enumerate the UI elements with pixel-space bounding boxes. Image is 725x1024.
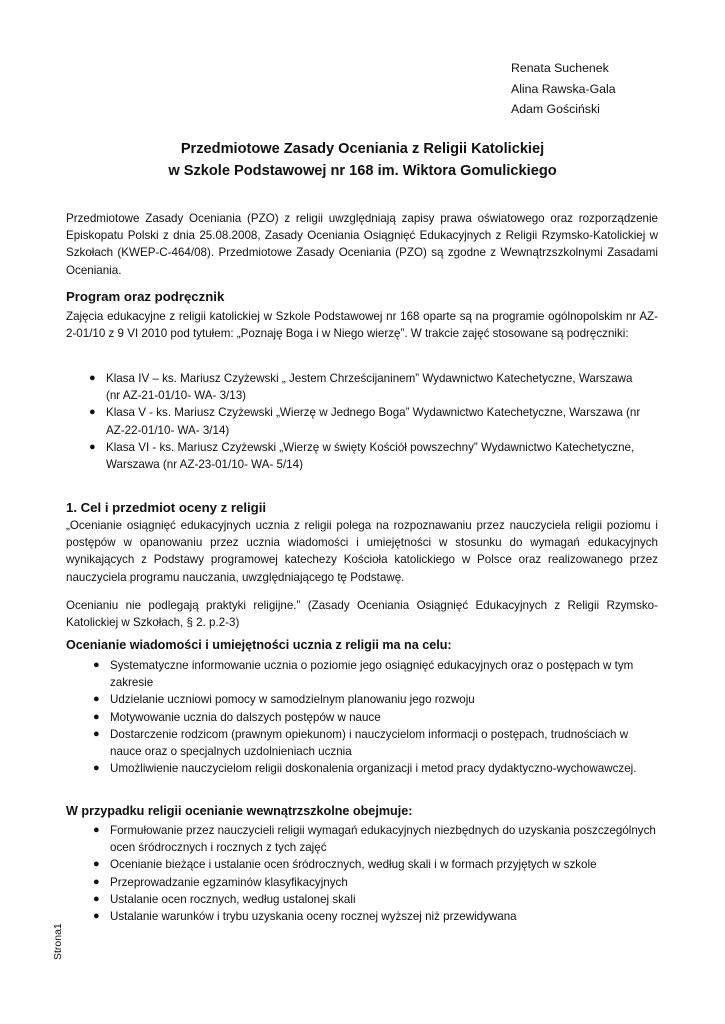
list-item: ● Formułowanie przez nauczycieli religii wymagań edukacyjnych niezbędnych do uzyskania poszczególnych ocen śródrocznych i rocznych z tych zajęć <box>93 824 656 855</box>
bullet-icon: ● <box>93 693 100 706</box>
list-item: ● Dostarczenie rodzicom (prawnym opiekunom) i nauczycielom informacji o postępach, trudnościach w nauce oraz o specjalnych uzdolnieniach ucznia <box>93 727 629 759</box>
bullet-icon: ● <box>93 727 100 740</box>
list-item: ● Klasa VI - ks. Mariusz Czyżewski „Wierzę w święty Kościół powszechny” Wydawnictwo Katechetyczne, Warszawa (nr AZ-23-01/10- WA- 5/14) <box>89 440 635 472</box>
bullet-icon: ● <box>93 892 100 905</box>
internal-heading: W przypadku religii ocenianie wewnątrzszkolne obejmuje: <box>66 804 413 818</box>
list-item: ● Ustalanie ocen rocznych, według ustalonej skali <box>90 891 660 908</box>
author-name: Renata Suchenek <box>511 61 609 75</box>
page-number: Strona1 <box>52 923 64 960</box>
title-line-1: Przedmiotowe Zasady Oceniania z Religii Katolickiej <box>180 141 545 157</box>
section-1-heading: 1. Cel i przedmiot oceny z religii <box>66 500 267 515</box>
bullet-icon: ● <box>89 372 96 384</box>
list-item: ● Systematyczne informowanie ucznia o poziomie jego osiągnięć edukacyjnych oraz o postępach w tym zakresie <box>93 659 634 690</box>
bullet-icon: ● <box>93 762 100 775</box>
section-1-quote-end: Ocenianiu nie podlegają praktyki religijne.” (Zasady Oceniania Osiągnięć Edukacyjnych z Religii Rzymsko-Katolickiej w Szkołach, § 2. p.2-3) <box>66 599 658 630</box>
bullet-icon: ● <box>93 875 100 888</box>
bullet-icon: ● <box>93 824 100 836</box>
intro-paragraph: Przedmiotowe Zasady Oceniania (PZO) z religii uwzględniają zapisy prawa oświatowego oraz rozporządzenie Episkopatu Polski z dnia 25.08.2008, Zasady Oceniania Osiągnięć Edukacyjnych z Religii Rzymsko-Katolickiej w Szkołach (KWEP-C-464/08). Przedmiotowe Zasady Oceniania (PZO) są zgodne z Wewnątrzszkolnymi Zasadami Oceniania. <box>66 212 658 277</box>
list-item: ● Umożliwienie nauczycielom religii doskonalenia organizacji i metod pracy dydaktyczno-wychowawczej. <box>90 760 660 777</box>
list-item: ● Udzielanie uczniowi pomocy w samodzielnym planowaniu jego rozwoju <box>90 691 660 708</box>
books-list <box>86 370 646 473</box>
program-paragraph: Zajęcia edukacyjne z religii katolickiej w Szkole Podstawowej nr 168 oparte są na programie ogólnopolskim nr AZ-2-01/10 z 9 VI 2010 pod tytułem: „Poznaję Boga i w Niego wierzę”. W trakcie zajęć stosowane są podręczniki: <box>66 310 658 341</box>
internal-list <box>90 822 660 925</box>
list-item: ● Motywowanie ucznia do dalszych postępów w nauce <box>90 709 660 726</box>
bullet-icon: ● <box>93 858 100 871</box>
list-item: ● Ustalanie warunków i trybu uzyskania oceny rocznej wyższej niż przewidywana <box>90 908 660 925</box>
document-title <box>60 138 665 182</box>
list-item: ● Klasa IV – ks. Mariusz Czyżewski „ Jestem Chrześcijaninem” Wydawnictwo Katechetyczne, Warszawa (nr AZ-21-01/10- WA- 3/13) <box>89 372 633 403</box>
author-name: Alina Rawska-Gala <box>511 81 616 96</box>
section-1-quote: „Ocenianie osiągnięć edukacyjnych ucznia z religii polega na rozpoznawaniu przez nauczyciela religii poziomu i postępów w opanowaniu przez ucznia wiadomości i umiejętności w stosunku do wymagań edukacyjnych wynikających z Podstawy programowej katechezy Kościoła katolickiego w Polsce oraz realizowanego przez nauczyciela programu nauczania, uwzględniającego tę Podstawę. <box>66 519 658 584</box>
bullet-icon: ● <box>93 710 100 723</box>
goals-heading: Ocenianie wiadomości i umiejętności ucznia z religii ma na celu: <box>66 638 452 652</box>
goals-list <box>90 657 660 777</box>
bullet-icon: ● <box>89 406 96 419</box>
author-name: Adam Gościński <box>511 102 600 116</box>
list-item: ● Przeprowadzanie egzaminów klasyfikacyjnych <box>90 874 660 891</box>
list-item: ● Klasa V - ks. Mariusz Czyżewski „Wierzę w Jednego Boga” Wydawnictwo Katechetyczne, Warszawa (nr AZ-22-01/10- WA- 3/14) <box>89 406 641 437</box>
title-line-2: w Szkole Podstawowej nr 168 im. Wiktora Gomulickiego <box>168 163 557 179</box>
bullet-icon: ● <box>89 440 96 453</box>
program-heading: Program oraz podręcznik <box>66 289 225 304</box>
bullet-icon: ● <box>93 659 100 671</box>
bullet-icon: ● <box>93 910 100 923</box>
list-item: ● Ocenianie bieżące i ustalanie ocen śródrocznych, według skali i w formach przyjętych w szkole <box>90 856 660 873</box>
authors-block <box>511 58 616 120</box>
